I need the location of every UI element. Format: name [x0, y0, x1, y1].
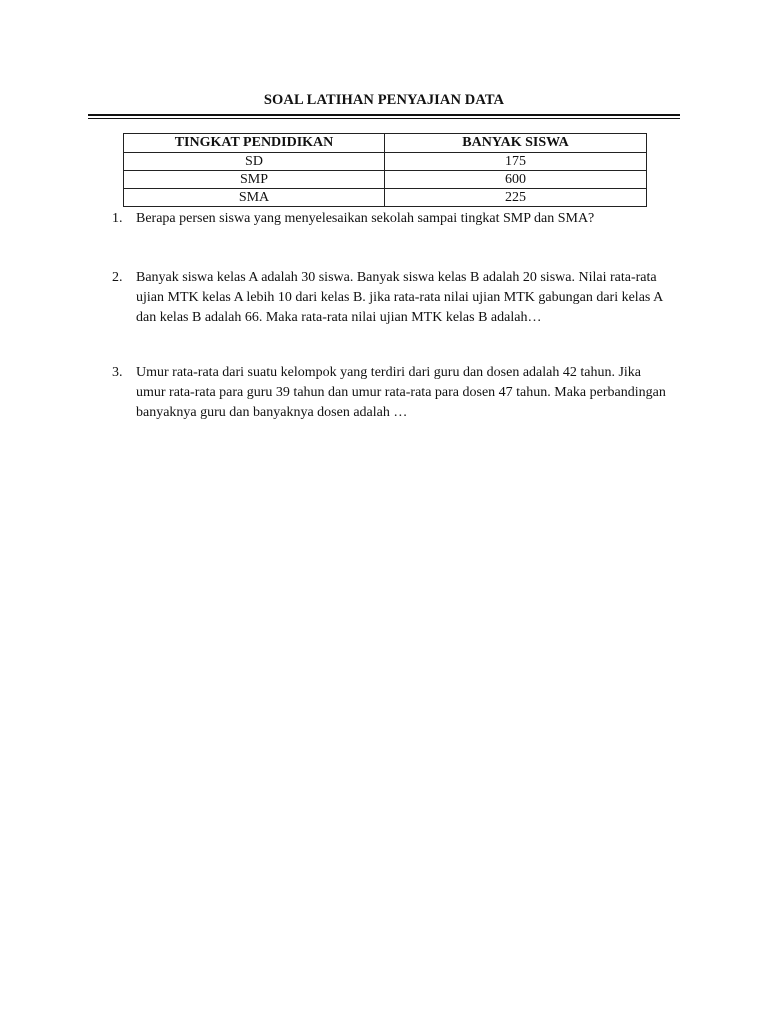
question-number: 2.	[112, 270, 123, 285]
cell-level: SMA	[124, 189, 385, 207]
cell-count: 225	[385, 189, 647, 207]
cell-level: SD	[124, 153, 385, 171]
header-tingkat-pendidikan: TINGKAT PENDIDIKAN	[124, 134, 385, 153]
cell-count: 600	[385, 171, 647, 189]
table-row	[124, 189, 647, 207]
question-text: Banyak siswa kelas A adalah 30 siswa. Banyak siswa kelas B adalah 20 siswa. Nilai rata-rata ujian MTK kelas A lebih 10 dari kelas B. jika rata-rata nilai ujian MTK gabungan dari kelas A dan kelas B adalah 66. Maka rata-rata nilai ujian MTK kelas B adalah…	[136, 270, 663, 325]
title-rule-thin	[88, 118, 680, 119]
question-list	[112, 209, 668, 423]
question-text: Berapa persen siswa yang menyelesaikan sekolah sampai tingkat SMP dan SMA?	[136, 211, 595, 226]
header-banyak-siswa: BANYAK SISWA	[385, 134, 647, 153]
question-text: Umur rata-rata dari suatu kelompok yang terdiri dari guru dan dosen adalah 42 tahun. Jika umur rata-rata para guru 39 tahun dan umur rata-rata para dosen 47 tahun. Maka perbandingan banyaknya guru dan banyaknya dosen adalah …	[136, 365, 666, 420]
question-item	[112, 363, 668, 423]
education-table	[123, 133, 647, 207]
question-number: 1.	[112, 211, 123, 226]
document-title: SOAL LATIHAN PENYAJIAN DATA	[263, 92, 505, 108]
question-item	[112, 268, 668, 328]
question-number: 3.	[112, 365, 123, 380]
table-row	[124, 171, 647, 189]
title-rule-thick	[88, 114, 680, 116]
question-item	[112, 209, 668, 229]
cell-level: SMP	[124, 171, 385, 189]
cell-count: 175	[385, 153, 647, 171]
table-row	[124, 153, 647, 171]
table-header-row	[124, 134, 647, 153]
